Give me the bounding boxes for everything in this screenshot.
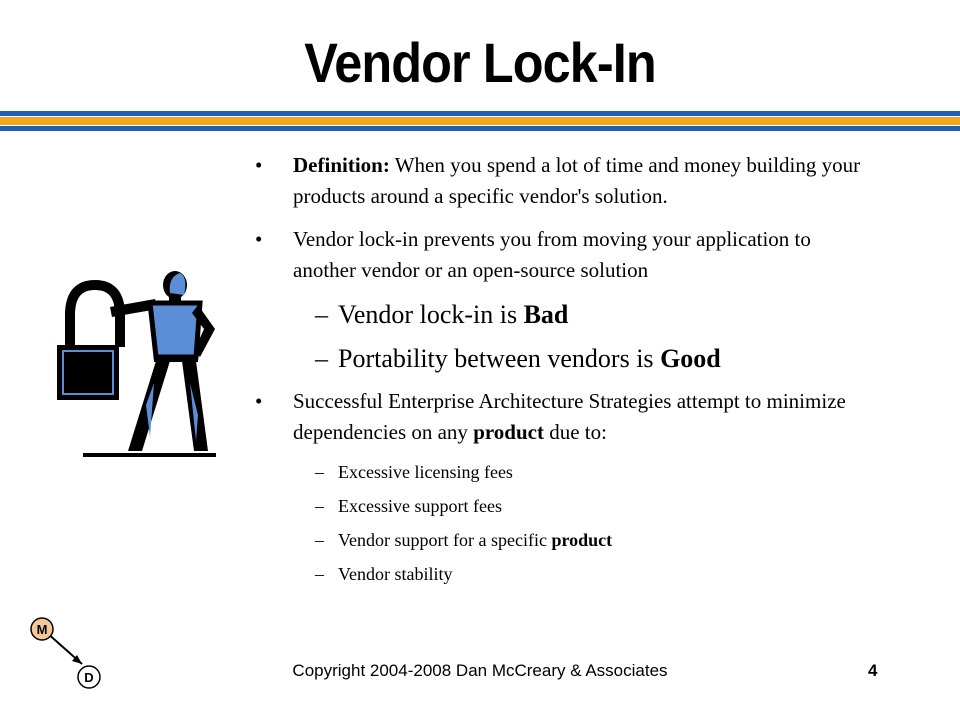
bullet-definition xyxy=(255,150,875,212)
definition-text: When you spend a lot of time and money building your products around a specific vendor's solution. xyxy=(293,153,861,208)
stability-text: Vendor stability xyxy=(338,564,453,584)
support-text: Excessive support fees xyxy=(338,496,502,516)
logo-d: D xyxy=(84,670,94,685)
sub-bullet-dash: – xyxy=(315,462,324,482)
strategies-post: due to: xyxy=(543,420,607,444)
reason-specific xyxy=(255,528,875,552)
specific-bold: product xyxy=(551,530,613,550)
sub-bullet-dash: – xyxy=(315,300,328,329)
specific-text: Vendor support for a specific xyxy=(338,530,552,550)
title-rule-blue-top xyxy=(0,111,960,116)
bad-text: Vendor lock-in is xyxy=(338,300,524,329)
good-bold: Good xyxy=(660,344,721,373)
sub-bullet-bad xyxy=(255,298,875,332)
reason-stability xyxy=(255,562,875,586)
sub-bullet-dash: – xyxy=(315,564,324,584)
logo-m: M xyxy=(36,622,48,637)
slide-title: Vendor Lock-In xyxy=(304,31,656,94)
bullet-prevents xyxy=(255,224,875,286)
sub-bullet-dash: – xyxy=(315,496,324,516)
strategies-bold: product xyxy=(473,420,544,444)
strategies-text: Successful Enterprise Architecture Strategies attempt to minimize dependencies on any xyxy=(293,389,846,444)
padlock-person-clipart-icon xyxy=(50,265,250,465)
title-rule-orange xyxy=(0,117,960,125)
good-text: Portability between vendors is xyxy=(338,344,661,373)
bullet-strategies xyxy=(255,386,875,448)
licensing-text: Excessive licensing fees xyxy=(338,462,513,482)
bullet-dot: • xyxy=(255,227,263,251)
bullet-dot: • xyxy=(255,153,263,177)
sub-bullet-good xyxy=(255,342,875,376)
title-rule-blue-bottom xyxy=(0,126,960,131)
definition-term: Definition: xyxy=(293,153,390,177)
sub-bullet-dash: – xyxy=(315,344,328,373)
reason-support xyxy=(255,494,875,518)
slide-content xyxy=(255,150,875,596)
bullet-dot: • xyxy=(255,389,263,413)
page-number: 4 xyxy=(868,661,878,680)
reason-licensing xyxy=(255,460,875,484)
sub-bullet-dash: – xyxy=(315,530,324,550)
bad-bold: Bad xyxy=(523,300,569,329)
prevents-text: Vendor lock-in prevents you from moving your application to another vendor or an open-source solution xyxy=(293,227,811,282)
footer-copyright: Copyright 2004-2008 Dan McCreary & Associates xyxy=(292,661,668,680)
